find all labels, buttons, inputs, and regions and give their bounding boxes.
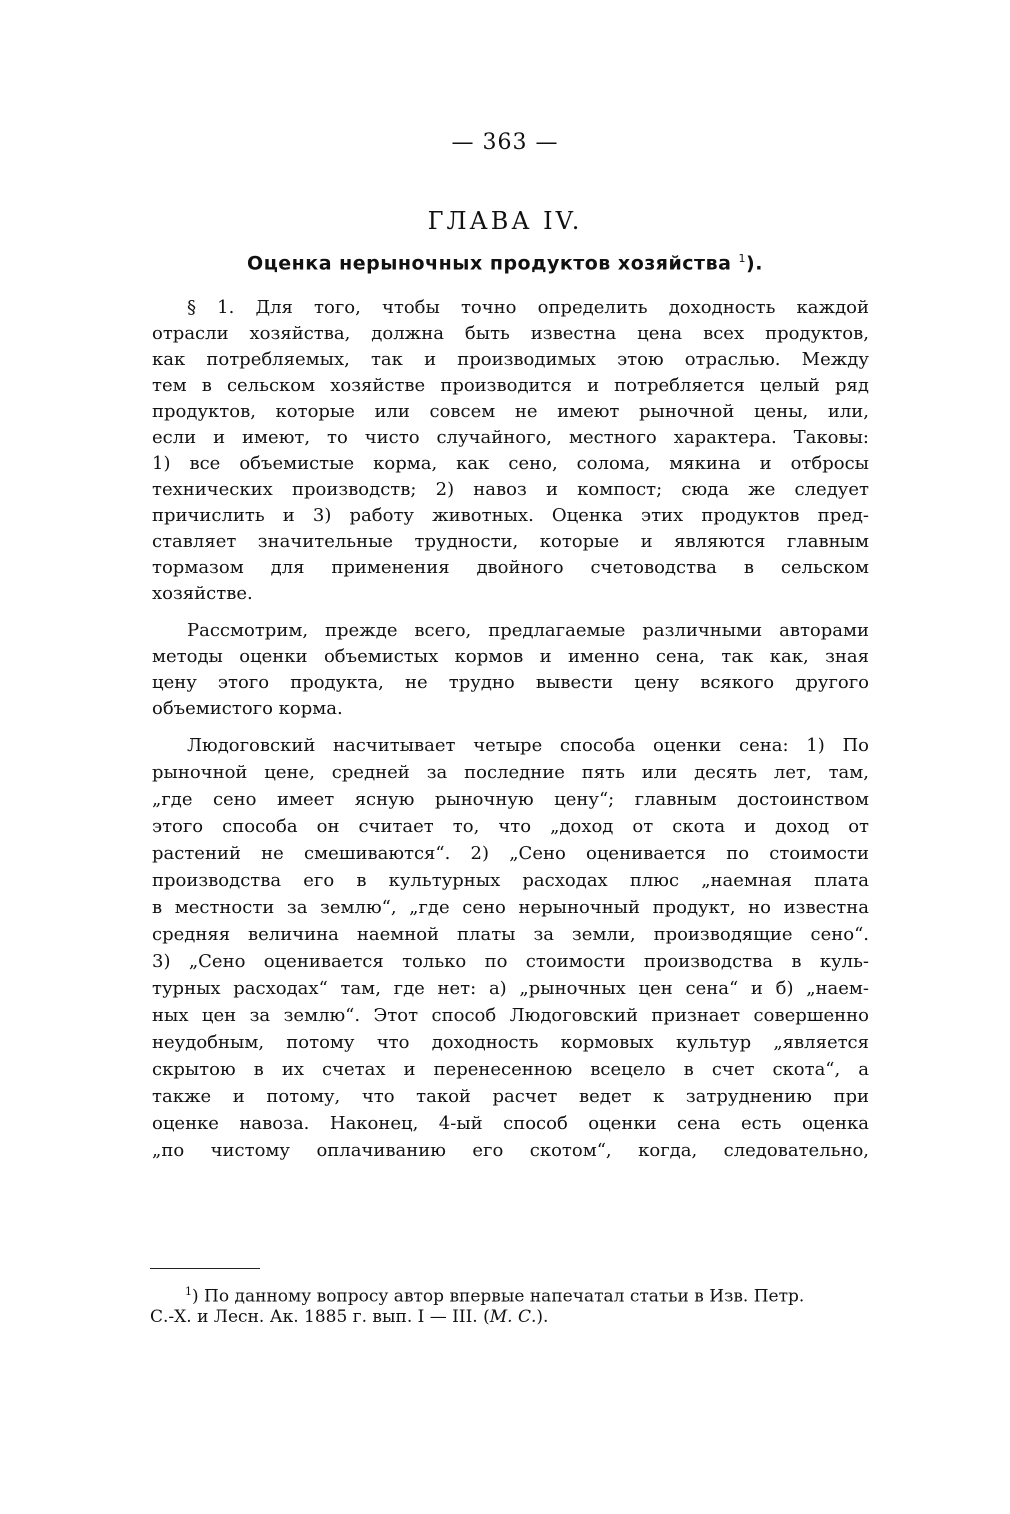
footnote-reference-mark: 1 — [738, 252, 747, 265]
text-line: цену этого продукта, не трудно вывести цену всякого другого — [152, 672, 869, 693]
text-line: в местности за землю“, „где сено нерыночный продукт, но известна — [152, 897, 869, 918]
text-line: хозяйстве. — [152, 583, 253, 604]
footnote-text: ) По данному вопросу автор впервые напечатал статьи в Изв. Петр. — [192, 1286, 805, 1307]
text-line: „где сено имеет ясную рыночную цену“; главным достоинством — [152, 789, 869, 810]
text-line: турных расходах“ там, где нет: а) „рыночных цен сена“ и б) „наем- — [152, 978, 869, 999]
text-line: неудобным, потому что доходность кормовых культур „является — [152, 1032, 869, 1053]
footnote-line — [150, 1306, 869, 1328]
text-line: ных цен за землю“. Этот способ Людоговский признает совершенно — [152, 1005, 869, 1026]
text-line: тем в сельском хозяйстве производится и потребляется целый ряд — [152, 375, 869, 396]
text-line: продуктов, которые или совсем не имеют рыночной цены, или, — [152, 401, 869, 422]
footnote-separator — [150, 1268, 260, 1269]
text-line: методы оценки объемистых кормов и именно сена, так как, зная — [152, 646, 869, 667]
text-line: причислить и 3) работу животных. Оценка этих продуктов пред- — [152, 505, 869, 526]
text-line: тормазом для применения двойного счетоводства в сельском — [152, 557, 869, 578]
footnote-mark: 1 — [185, 1285, 192, 1298]
text-line: если и имеют, то чисто случайного, местного характера. Таковы: — [152, 427, 869, 448]
text-line: отрасли хозяйства, должна быть известна цена всех продуктов, — [152, 323, 869, 344]
text-line: технических производств; 2) навоз и компост; сюда же следует — [152, 479, 869, 500]
text-line: этого способа он считает то, что „доход от скота и доход от — [152, 816, 869, 837]
text-line: растений не смешиваются“. 2) „Сено оценивается по стоимости — [152, 843, 869, 864]
text-line: 1) все объемистые корма, как сено, солома, мякина и отбросы — [152, 453, 869, 474]
footnote-text: ). — [536, 1307, 549, 1327]
text-line: „по чистому оплачиванию его скотом“, когда, следовательно, — [152, 1140, 869, 1161]
text-line: Рассмотрим, прежде всего, предлагаемые различными авторами — [187, 620, 869, 641]
text-line: как потребляемых, так и производимых этою отраслью. Между — [152, 349, 869, 370]
footnote-text: С.-Х. и Лесн. Ак. 1885 г. вып. I — III. ( — [150, 1307, 490, 1327]
text-line: рыночной цене, средней за последние пять или десять лет, там, — [152, 762, 869, 783]
text-line: Людоговский насчитывает четыре способа оценки сена: 1) По — [187, 735, 869, 756]
page-number: — 363 — — [451, 130, 559, 155]
text-line: оценке навоза. Наконец, 4-ый способ оценки сена есть оценка — [152, 1113, 869, 1134]
subtitle-end: ). — [746, 252, 763, 275]
text-line: производства его в культурных расходах плюс „наемная плата — [152, 870, 869, 891]
text-line: ставляет значительные трудности, которые и являются главным — [152, 531, 869, 552]
text-line: средняя величина наемной платы за земли, производящие сено“. — [152, 924, 869, 945]
chapter-subtitle — [0, 252, 1010, 274]
text-line: также и потому, что такой расчет ведет к затруднению при — [152, 1086, 869, 1107]
text-line: объемистого корма. — [152, 698, 343, 719]
footnote-line — [185, 1281, 869, 1308]
text-line: 3) „Сено оценивается только по стоимости производства в куль- — [152, 951, 869, 972]
text-line: § 1. Для того, чтобы точно определить доходность каждой — [187, 297, 869, 318]
text-line: скрытою в их счетах и перенесенною всецело в счет скота“, а — [152, 1059, 869, 1080]
subtitle-text: Оценка нерыночных продуктов хозяйства — [247, 252, 739, 275]
chapter-heading: ГЛАВА IV. — [427, 207, 583, 235]
footnote-initials: М. С. — [489, 1307, 537, 1327]
